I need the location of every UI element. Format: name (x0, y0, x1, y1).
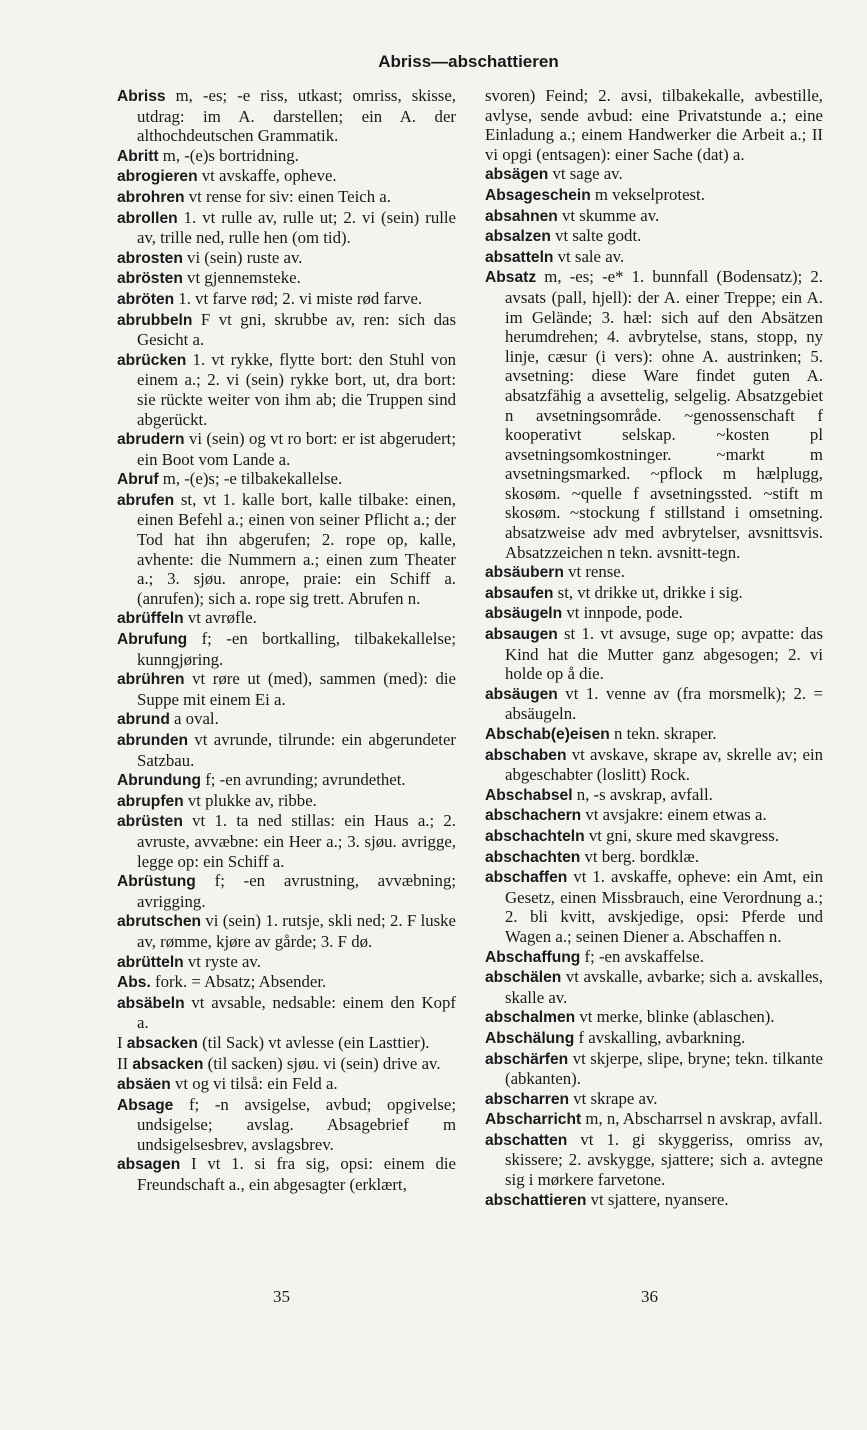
headword: abschalmen (485, 1009, 576, 1027)
dictionary-entry (485, 562, 823, 583)
headword: Absage (117, 1096, 174, 1114)
headword: abscharren (485, 1090, 570, 1108)
definition: vt sjattere, nyansere. (586, 1189, 729, 1209)
definition: vt og vi tilså: ein Feld a. (170, 1074, 338, 1094)
dictionary-entry (117, 310, 456, 350)
definition: vt skrape av. (569, 1088, 658, 1108)
definition: vt skumme av. (557, 205, 660, 225)
headword: abrubbeln (117, 311, 193, 329)
dictionary-entry (117, 1033, 456, 1054)
dictionary-entry (485, 745, 823, 785)
dictionary-entry (485, 583, 823, 604)
headword: abrüsten (117, 813, 183, 831)
headword: abrollen (117, 209, 178, 227)
headword: Abs. (117, 974, 151, 992)
headword: abrosten (117, 249, 183, 267)
dictionary-entry (485, 1028, 823, 1049)
definition: (til sacken) sjøu. vi (sein) drive av. (203, 1053, 441, 1073)
definition: f; -en avskaffelse. (580, 946, 704, 966)
dictionary-entry (117, 187, 456, 208)
headword: absacken (126, 1034, 198, 1052)
dictionary-entry (485, 724, 823, 745)
definition: n tekn. skraper. (609, 724, 717, 743)
dictionary-entry (117, 608, 456, 629)
definition: vt avrøfle. (183, 608, 257, 628)
definition: vt avskave, skrape av, skrelle av; ein abgeschabter (loslitt) Rock. (505, 744, 823, 785)
right-column (485, 86, 823, 1210)
definition: vi (sein) ruste av. (182, 247, 303, 267)
headword: absäbeln (117, 994, 185, 1012)
definition: st 1. vt avsuge, suge op; avpatte: das Kind hat die Mutter ganz abgesogen; 2. vi holde op å die. (505, 624, 823, 684)
headword: abschärfen (485, 1050, 569, 1068)
dictionary-entry (117, 730, 456, 770)
dictionary-entry (117, 248, 456, 269)
dictionary-entry (117, 669, 456, 709)
definition: fork. = Absatz; Absender. (150, 972, 327, 992)
headword: abrufen (117, 491, 175, 509)
dictionary-entry (485, 185, 823, 206)
definition: vt avsjakre: einem etwas a. (581, 805, 767, 825)
dictionary-entry (485, 1109, 823, 1130)
dictionary-entry (117, 268, 456, 289)
headword: absäen (117, 1076, 171, 1094)
dictionary-entry (117, 1054, 456, 1075)
headword: absäugen (485, 685, 558, 703)
dictionary-entry (485, 267, 823, 562)
headword: Abschälung (485, 1029, 575, 1047)
definition: f; -en avrustning, avvæbning; avrigging. (137, 871, 456, 911)
dictionary-entry (117, 1154, 456, 1194)
running-head: Abriss—abschattieren (378, 52, 559, 71)
dictionary-entry (117, 1074, 456, 1095)
definition: m, -es; -e riss, utkast; omriss, skisse, utdrag: im A. darstellen; ein A. der althochdeutschen Grammatik. (137, 86, 456, 146)
definition: vt ryste av. (183, 951, 261, 971)
definition: vt avrunde, tilrunde: ein abgerundeter Satzbau. (137, 730, 456, 770)
headword: abrutschen (117, 913, 202, 931)
definition: f; -en avrunding; avrundethet. (201, 770, 406, 790)
headword: absacken (132, 1055, 204, 1073)
definition: st, vt drikke ut, drikke i sig. (553, 582, 743, 602)
definition: vt salte godt. (550, 226, 642, 246)
headword: absäubern (485, 564, 564, 582)
headword: Absatz (485, 269, 537, 287)
headword: Abschab(e)eisen (485, 726, 610, 743)
definition: vt avskalle, avbarke; sich a. avskalles, skalle av. (505, 967, 823, 1007)
headword: abrüffeln (117, 610, 184, 628)
page-number-right: 36 (641, 1287, 658, 1306)
dictionary-entry (485, 1089, 823, 1110)
definition: vt sale av. (553, 246, 625, 266)
headword: abrohren (117, 188, 185, 206)
definition: vt 1. gi skyggeriss, omriss av, skissere; 2. avskygge, sjattere; sich a. avtegne sig i mørkere farvetone. (505, 1129, 823, 1190)
definition: vt rense for siv: einen Teich a. (184, 186, 391, 206)
homograph-number: II (117, 1053, 133, 1073)
dictionary-entry (117, 208, 456, 248)
definition: F vt gni, skrubbe av, ren: sich das Gesicht a. (137, 309, 456, 350)
definition: vi (sein) og vt ro bort: er ist abgerudert; ein Boot vom Lande a. (137, 429, 456, 469)
dictionary-entry (117, 629, 456, 669)
headword: abschachten (485, 848, 581, 866)
headword: abrütteln (117, 953, 184, 971)
headword: Abrüstung (117, 873, 196, 891)
headword: absaufen (485, 584, 554, 602)
dictionary-entry (117, 289, 456, 310)
dictionary-entry (485, 867, 823, 946)
definition: vt 1. ta ned stillas: ein Haus a.; 2. avruste, avvæbne: ein Heer a.; 3. sjøu. avrigge, legge op: ein Schiff a. (137, 811, 456, 871)
definition: vt berg. bordklæ. (580, 846, 699, 866)
definition: f; -en bortkalling, tilbakekallelse; kunngjøring. (137, 629, 456, 669)
definition: f avskalling, avbarkning. (574, 1027, 746, 1047)
definition: vt skjerpe, slipe, bryne; tekn. tilkante (abkanten). (505, 1048, 823, 1089)
headword: Abrufung (117, 631, 188, 649)
definition: I vt 1. si fra sig, opsi: einem die Freundschaft a., ein abgesagter (erklært, (137, 1154, 456, 1195)
dictionary-entry (117, 811, 456, 871)
headword: absägen (485, 166, 549, 184)
definition: m vekselprotest. (590, 184, 705, 204)
dictionary-entry (117, 1095, 456, 1155)
definition: vt avsable, nedsable: einem den Kopf a. (137, 992, 456, 1033)
dictionary-entry (485, 247, 823, 268)
dictionary-entry (485, 624, 823, 684)
headword: Abritt (117, 147, 159, 165)
definition: vt sage av. (548, 164, 623, 184)
headword: abrudern (117, 431, 185, 449)
headword: abschaffen (485, 869, 568, 887)
definition: f; -n avsigelse, avbud; opgivelse; undsigelse; avslag. Absagebrief m undsigelsesbrev, avslagsbrev. (137, 1094, 456, 1154)
headword: absatteln (485, 248, 554, 266)
dictionary-entry (117, 709, 456, 730)
dictionary-entry (117, 993, 456, 1033)
headword: absagen (117, 1156, 181, 1174)
dictionary-entry (117, 871, 456, 911)
headword: absalzen (485, 228, 551, 246)
definition: vt rense. (563, 562, 625, 582)
dictionary-entry (117, 86, 456, 146)
headword: abschälen (485, 969, 562, 987)
dictionary-entry (117, 791, 456, 812)
dictionary-entry (485, 684, 823, 724)
headword: Abschabsel (485, 786, 573, 804)
homograph-number: I (117, 1032, 127, 1052)
definition: vt avskaffe, opheve. (197, 166, 337, 186)
dictionary-entry (117, 952, 456, 973)
dictionary-entry (117, 166, 456, 187)
dictionary-entry (117, 469, 456, 490)
dictionary-entry (485, 847, 823, 868)
dictionary-entry (117, 490, 456, 609)
dictionary-entry (485, 603, 823, 624)
dictionary-entry (485, 164, 823, 185)
dictionary-entry (485, 805, 823, 826)
dictionary-entry (485, 1007, 823, 1028)
headword: Abruf (117, 471, 159, 489)
dictionary-entry (485, 1130, 823, 1190)
headword: abröten (117, 290, 175, 308)
headword: absäugeln (485, 605, 563, 623)
headword: abschachern (485, 807, 582, 825)
dictionary-entry (485, 947, 823, 968)
definition: n, -s avskrap, avfall. (572, 784, 713, 804)
definition: m, -(e)s; -e tilbakekallelse. (158, 469, 343, 489)
dictionary-entry (117, 429, 456, 469)
headword: abschattieren (485, 1191, 587, 1209)
dictionary-entry (485, 226, 823, 247)
definition: m, -es; -e* 1. bunnfall (Bodensatz); 2. avsats (pall, hjell): der A. einer Treppe; ein A. im Gelände; 3. hæl: sich auf den Absätzen herumdrehen; 4. avbrytelse, stans, stopp, ny linje, cæsur (i vers): ohne A. austrinken; 5. avsetning: diese Ware findet guten A. absatzfähig a avsettelig, selgelig. Absatzgebiet n avsetningsområde. ~genossenschaft f kooperativt selskap. ~kosten pl avsetningsomkostninger. ~markt m avsetningsmarked. ~pflock m hælplugg, skosøm. ~quelle f avsetningssted. ~stift m skosøm. ~stockung f stillstand i omsetning. absatzweise adv med avbrytelser, avsnittsvis. Absatzzeichen n tekn. avsnitt-tegn. (505, 267, 823, 562)
dictionary-entry (485, 826, 823, 847)
headword: abschaben (485, 746, 567, 764)
left-column (117, 86, 456, 1195)
dictionary-entry (117, 770, 456, 791)
definition: vt innpode, pode. (562, 603, 683, 623)
definition: (til Sack) vt avlesse (ein Lasttier). (197, 1032, 430, 1052)
dictionary-entry (485, 785, 823, 806)
headword: Abschaffung (485, 948, 581, 966)
definition: 1. vt farve rød; 2. vi miste rød farve. (174, 288, 423, 308)
definition: vt røre ut (med), sammen (med): die Suppe mit einem Ei a. (137, 669, 456, 709)
headword: Abscharricht (485, 1111, 582, 1129)
headword: abrühren (117, 671, 185, 689)
headword: abrücken (117, 351, 187, 369)
definition: vt 1. venne av (fra morsmelk); 2. = absäugeln. (505, 683, 823, 724)
page-number-left: 35 (273, 1287, 290, 1306)
headword: Abriss (117, 88, 166, 105)
dictionary-entry (117, 972, 456, 993)
headword: abschatten (485, 1131, 568, 1149)
dictionary-entry (485, 1190, 823, 1211)
dictionary-entry (485, 1049, 823, 1089)
headword: abrösten (117, 270, 183, 288)
headword: Abrundung (117, 772, 202, 790)
definition: a oval. (169, 709, 219, 729)
headword: abrupfen (117, 792, 184, 810)
definition: vi (sein) 1. rutsje, skli ned; 2. F luske av, rømme, kjøre av gårde; 3. F dø. (137, 911, 456, 951)
definition: vt gni, skure med skavgress. (584, 825, 780, 845)
continued-entry: svoren) Feind; 2. avsi, tilbakekalle, avbestille, avlyse, sende avbud: eine Privatstunde a.; eine Einladung a.; einem Handwerker die Arbeit a.; II vi opgi (entsagen): einer Sache (dat) a. (485, 86, 823, 164)
definition: vt gjennemsteke. (182, 268, 301, 288)
headword: Absageschein (485, 186, 591, 204)
headword: absahnen (485, 207, 558, 225)
definition: vt 1. avskaffe, opheve: ein Amt, ein Gesetz, einen Missbrauch, eine Verordnung a.; 2. bli kvitt, avskjedige, opsi: Pferde und Wagen a.; seinen Diener a. Abschaffen n. (505, 867, 823, 946)
headword: abrund (117, 711, 170, 729)
headword: abrunden (117, 732, 189, 749)
definition: m, n, Abscharrsel n avskrap, avfall. (581, 1109, 823, 1129)
dictionary-entry (485, 206, 823, 227)
dictionary-entry (485, 967, 823, 1007)
definition: vt plukke av, ribbe. (183, 790, 317, 810)
dictionary-entry (117, 146, 456, 167)
dictionary-entry (117, 911, 456, 951)
dictionary-entry (117, 350, 456, 429)
definition: vt merke, blinke (ablaschen). (575, 1007, 775, 1027)
headword: abschachteln (485, 827, 585, 845)
headword: abrogieren (117, 168, 198, 186)
headword: absaugen (485, 626, 558, 644)
definition: 1. vt rykke, flytte bort: den Stuhl von einem a.; 2. vi (sein) rykke bort, ut, dra bort: sie rückte weiter von ihm ab; die Truppen sind abgerückt. (137, 349, 456, 429)
definition: 1. vt rulle av, rulle ut; 2. vi (sein) rulle av, trille ned, rulle hen (om tid). (137, 207, 456, 248)
definition: st, vt 1. kalle bort, kalle tilbake: einen, einen Befehl a.; einen von seiner Pflicht a.; der Tod hat ihn abgerufen; 2. rope op, kalle, avhente: die Nummern a.; einen zum Theater a.; 3. sjøu. anrope, praie: ein Schiff a. (anrufen); sich a. rope sig trett. Abrufen n. (137, 489, 456, 608)
definition: m, -(e)s bortridning. (158, 145, 299, 165)
